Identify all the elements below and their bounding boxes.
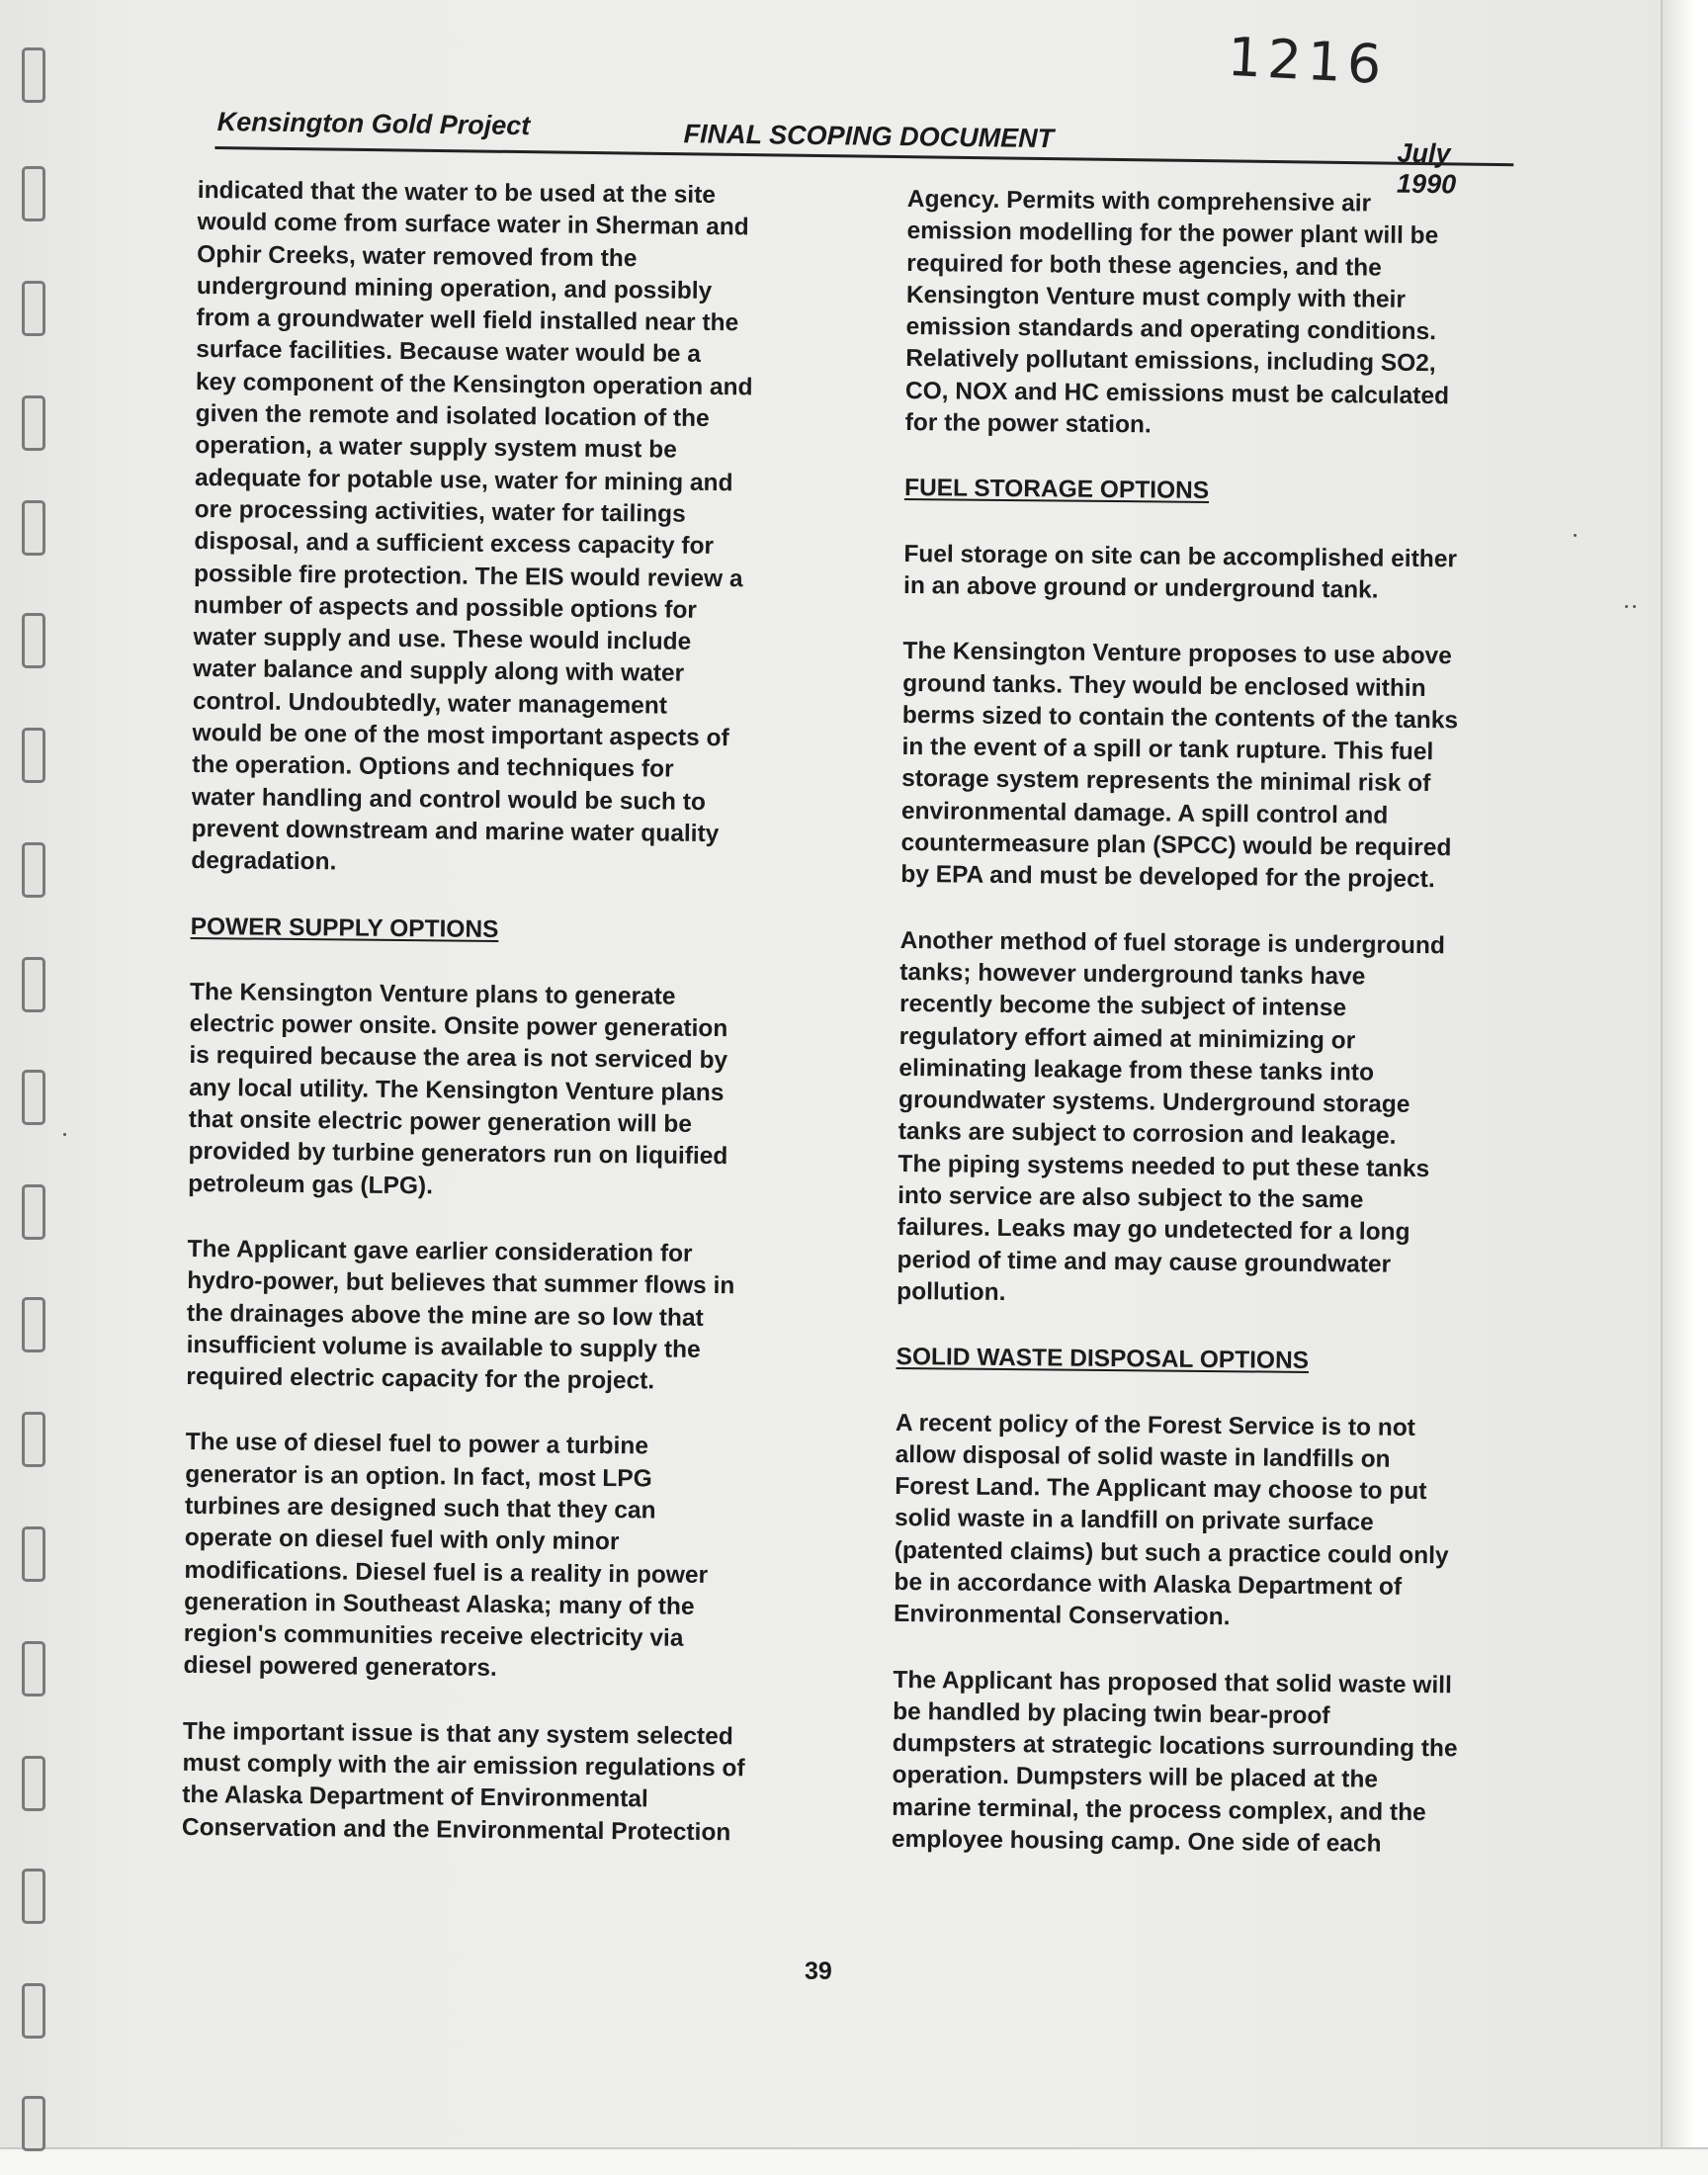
binder-hole: [22, 1983, 45, 2039]
paragraph-underground-tanks: Another method of fuel storage is underground tanks; however underground tanks have recently become the subject of intense regulatory effort aimed at minimizing or eliminating leakage from these tanks into groundwater systems. Underground storage tanks are subject to corrosion and leakage. The piping systems needed to put these tanks into service are also subject to the same failures. Leaks may go undetected for a long period of time and may cause groundwater pollution.: [897, 926, 1446, 1306]
scan-speck: [63, 1133, 66, 1136]
binder-hole: [22, 2096, 45, 2151]
paragraph-hydro-power: The Applicant gave earlier consideration for hydro-power, but believes that summer flows in the drainages above the mine are so low that insufficient volume is available to supply the required electric capacity for the project.: [186, 1235, 735, 1395]
binder-hole: [22, 728, 45, 783]
paragraph-above-ground-tanks: The Kensington Venture proposes to use above ground tanks. They would be enclosed within berms sized to contain the contents of the tanks in the event of a spill or tank rupture. This fuel storage system represents the minimal risk of environmental damage. A spill control and countermeasure plan (SPCC) would be required by EPA and must be developed for the project.: [900, 638, 1459, 894]
binder-hole: [22, 395, 45, 451]
binder-hole: [22, 1184, 45, 1240]
paragraph-water-supply: indicated that the water to be used at the site would come from surface water in Sherman and Ophir Creeks, water removed from the underground mining operation, and possibly from a groundwater well field installed near the surface facilities. Because water would be a key component of the Kensington operation and given the remote and isolated location of the operation, a water supply system must be adequate for potable use, water for mining and ore processing activities, water for tailings disposal, and a sufficient excess capacity for possible fire protection. The EIS would review a number of aspects and possible options for water supply and use. These would include water balance and supply along with water control. Undoubtedly, water management would be one of the most important aspects of the operation. Options and techniques for water handling and control would be such to prevent downstream and marine water quality degradation.: [191, 176, 753, 876]
binder-hole: [22, 1526, 45, 1582]
binder-hole: [22, 500, 45, 556]
binder-hole: [22, 1869, 45, 1924]
header-date: July 1990: [1396, 137, 1457, 200]
paragraph-forest-service-policy: A recent policy of the Forest Service is to not allow disposal of solid waste in landfills on Forest Land. The Applicant may choose to put solid waste in a landfill on private surface (patented claims) but such a practice could only be in accordance with Alaska Department of Environmental Conservation.: [893, 1409, 1449, 1631]
scan-speck: [1633, 605, 1636, 608]
page-right-edge: [1661, 0, 1708, 2175]
binder-hole: [22, 1297, 45, 1352]
paragraph-diesel-fuel: The use of diesel fuel to power a turbine generator is an option. In fact, most LPG turbines are designed such that they can operate on diesel fuel with only minor modifications. Diesel fuel is a reality in power generation in Southeast Alaska; many of the region's communities receive electricity via diesel powered generators.: [183, 1429, 709, 1683]
binder-hole: [22, 842, 45, 898]
scan-speck: [1574, 534, 1577, 537]
binder-hole: [22, 1641, 45, 1696]
paragraph-dumpsters: The Applicant has proposed that solid waste will be handled by placing twin bear-proof dumpsters at strategic locations surrounding the operation. Dumpsters will be placed at the marine terminal, the process complex, and the employee housing camp. One side of each: [891, 1666, 1458, 1858]
page-number: 39: [805, 1958, 832, 1985]
binder-hole: [22, 281, 45, 336]
binder-hole: [22, 166, 45, 221]
heading-fuel-storage-options: FUEL STORAGE OPTIONS: [903, 475, 1210, 505]
handwritten-page-number: 1216: [1226, 25, 1389, 97]
left-column: [181, 175, 839, 1883]
right-column: [891, 184, 1540, 1895]
binder-hole: [22, 47, 45, 103]
paragraph-agency-permits: Agency. Permits with comprehensive air emission modelling for the power plant will be required for both these agencies, and the Kensington Venture must comply with their emission standards and operating conditions. Relatively pollutant emissions, including SO2, CO, NOX and HC emissions must be calculated for the power station.: [904, 185, 1450, 439]
paragraph-fuel-storage: Fuel storage on site can be accomplished either in an above ground or underground tank.: [902, 540, 1458, 604]
heading-solid-waste-disposal-options: SOLID WASTE DISPOSAL OPTIONS: [896, 1344, 1310, 1375]
binder-hole: [22, 1412, 45, 1467]
binder-hole: [22, 957, 45, 1012]
header-document-title: FINAL SCOPING DOCUMENT: [683, 119, 1055, 154]
binder-hole: [22, 613, 45, 668]
heading-power-supply-options: POWER SUPPLY OPTIONS: [190, 913, 499, 943]
binder-hole: [22, 1756, 45, 1811]
scan-speck: [1625, 605, 1628, 608]
header-project-name: Kensington Gold Project: [216, 107, 531, 141]
binder-hole: [22, 1070, 45, 1125]
page-bottom-edge: [0, 2147, 1708, 2175]
paragraph-air-emission: The important issue is that any system selected must comply with the air emission regulations of the Alaska Department of Environmental Conservation and the Environmental Protection: [181, 1717, 745, 1846]
paragraph-onsite-power: The Kensington Venture plans to generate electric power onsite. Onsite power generation is required because the area is not serviced by any local utility. The Kensington Venture plans that onsite electric power generation will be provided by turbine generators run on liquified petroleum gas (LPG).: [188, 978, 728, 1199]
